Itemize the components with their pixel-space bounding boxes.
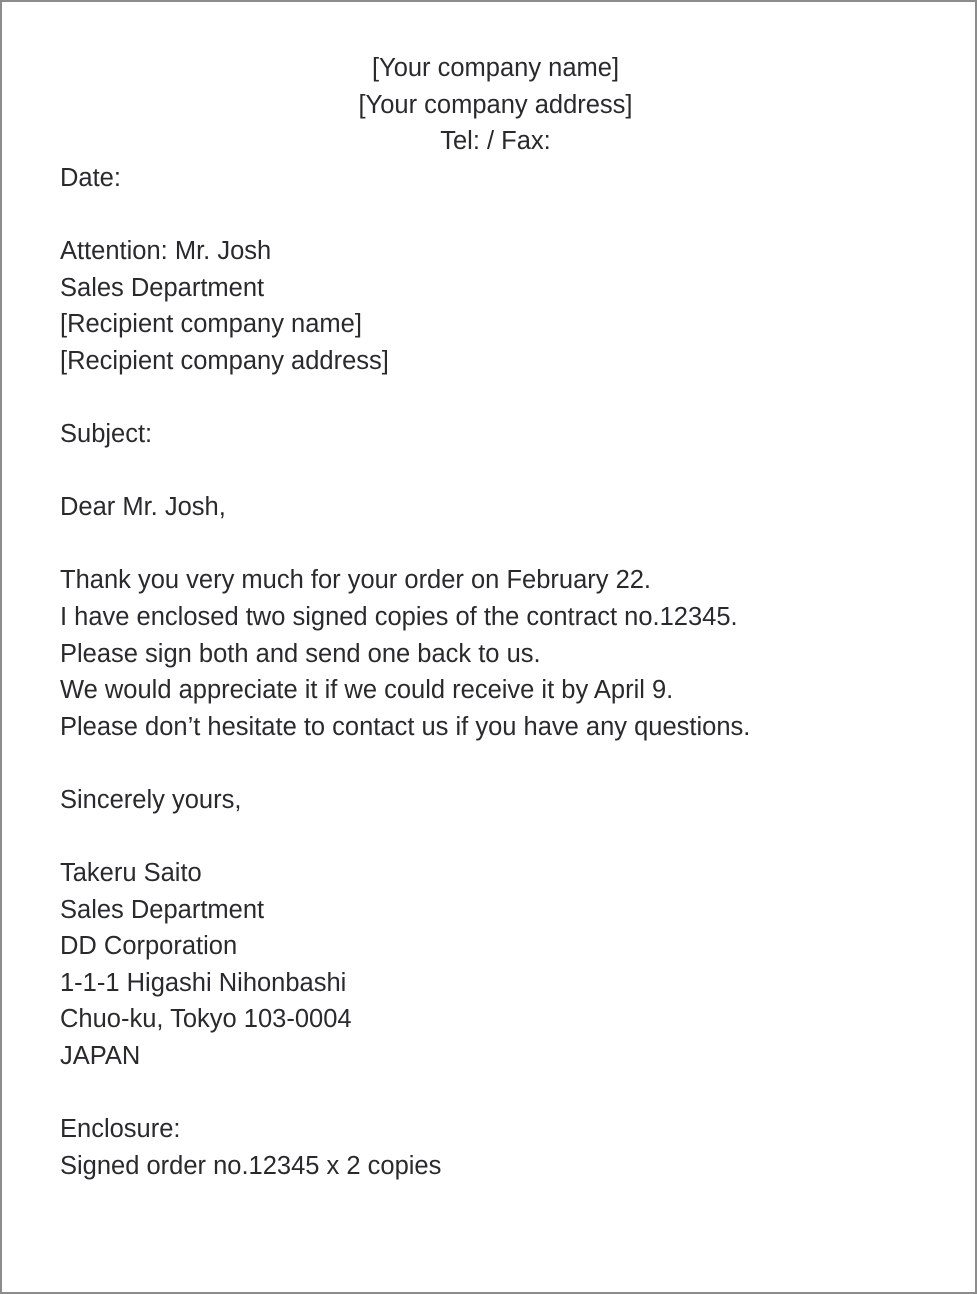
signature-address-street: 1-1-1 Higashi Nihonbashi (60, 968, 347, 997)
signature-company: DD Corporation (60, 932, 238, 961)
salutation: Dear Mr. Josh, (60, 493, 226, 522)
spacer-after-subject (60, 453, 975, 490)
body-line-2: I have enclosed two signed copies of the contract no.12345. (60, 602, 738, 631)
body-line-1: Thank you very much for your order on February 22. (60, 566, 652, 595)
body-line-4: We would appreciate it if we could receive it by April 9. (60, 676, 674, 705)
enclosure-label: Enclosure: (60, 1115, 181, 1144)
signature-address-country: JAPAN (60, 1042, 141, 1071)
closing: Sincerely yours, (60, 785, 242, 814)
signature-department: Sales Department (60, 895, 265, 924)
letterhead (2, 50, 975, 160)
body-line-5: Please don’t hesitate to contact us if you have any questions. (60, 712, 751, 741)
spacer-after-body (60, 745, 975, 782)
enclosure-item: Signed order no.12345 x 2 copies (60, 1151, 442, 1180)
letterhead-company-name: [Your company name] (371, 54, 620, 82)
body-line-3: Please sign both and send one back to us. (60, 639, 541, 668)
spacer-after-signature (60, 1075, 975, 1112)
signature-name: Takeru Saito (60, 859, 202, 888)
date-label: Date: (60, 163, 121, 192)
recipient-company-address: [Recipient company address] (60, 346, 389, 375)
spacer-after-date (60, 196, 975, 233)
spacer-after-salutation (60, 526, 975, 563)
letterhead-contact: Tel: / Fax: (440, 127, 551, 156)
letter-content (2, 160, 975, 1185)
letter-sheet (2, 2, 975, 1292)
letterhead-company-address: [Your company address] (358, 90, 633, 119)
recipient-department: Sales Department (60, 273, 265, 302)
recipient-attention: Attention: Mr. Josh (60, 236, 272, 265)
subject-label: Subject: (60, 419, 153, 448)
spacer-after-closing (60, 818, 975, 855)
signature-address-city: Chuo-ku, Tokyo 103-0004 (60, 1005, 352, 1034)
spacer-after-recipient (60, 379, 975, 416)
recipient-company-name: [Recipient company name] (60, 310, 362, 339)
letter-body (2, 50, 975, 1184)
